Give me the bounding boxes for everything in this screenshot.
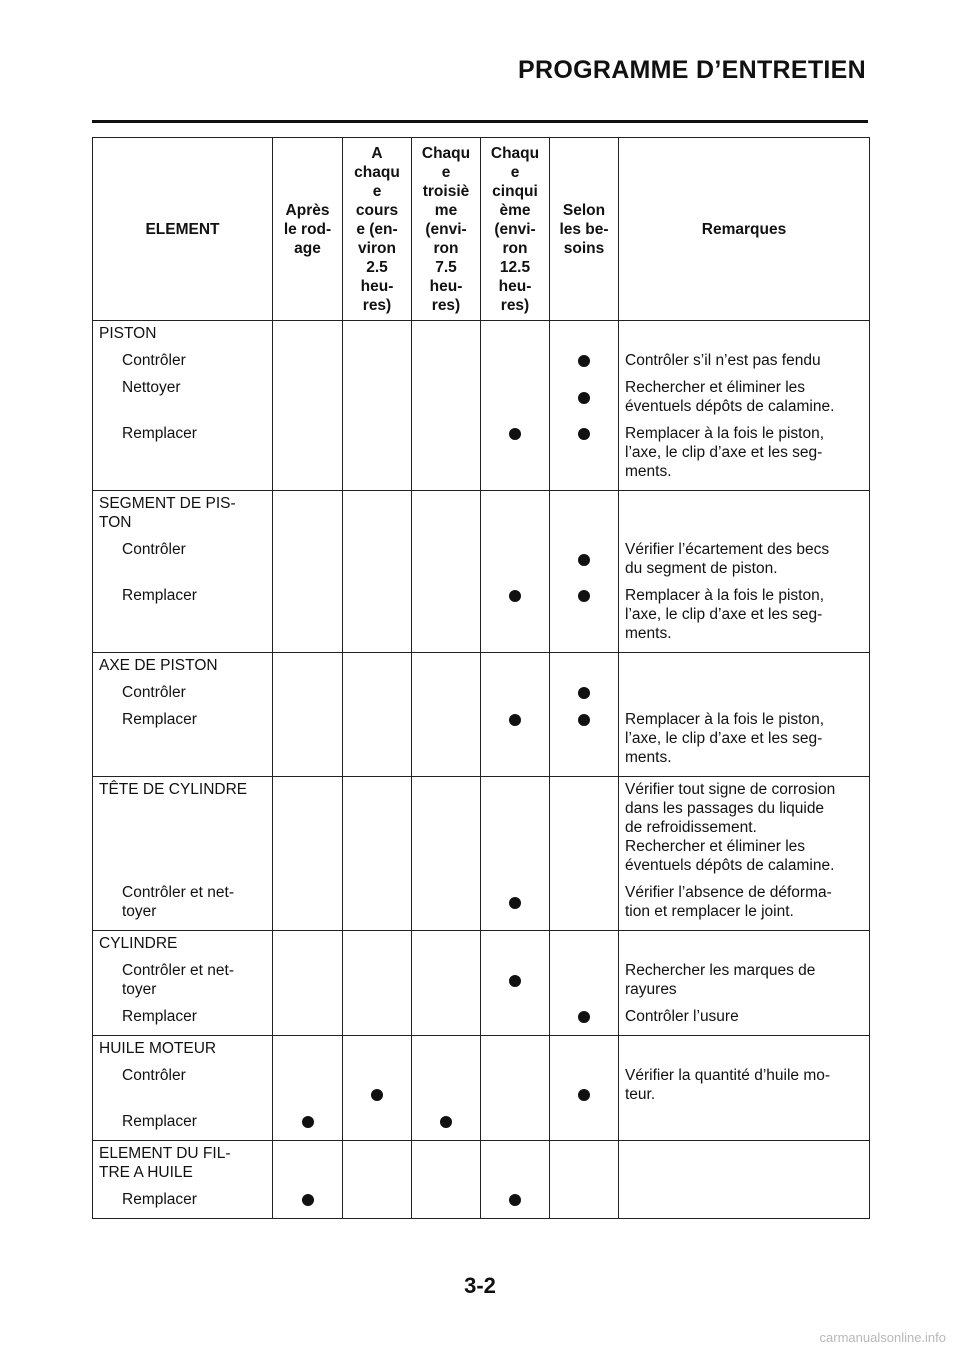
remarks-cell [619, 1036, 870, 1141]
group-title [93, 799, 272, 818]
remarks-cell [619, 931, 870, 1036]
header-after-break-in: Après le rod- age [273, 138, 343, 321]
interval-cell [550, 653, 619, 777]
interval-cell [412, 777, 481, 931]
interval-cell [550, 1036, 619, 1141]
remarks-cell [619, 491, 870, 653]
item-label: Remplacer [122, 1113, 197, 1130]
interval-cell [343, 653, 412, 777]
remark-line: Remplacer à la fois le piston, [625, 587, 825, 604]
remark-line: Vérifier la quantité d’huile mo- [625, 1067, 831, 1084]
remark-line: Vérifier l’absence de déforma- [625, 884, 832, 901]
interval-cell [412, 1036, 481, 1141]
interval-cell [412, 1141, 481, 1219]
remark-line: de refroidissement. [625, 819, 757, 836]
interval-dot [440, 1116, 452, 1128]
remark-line: teur. [625, 1086, 656, 1103]
remark-line: l’axe, le clip d’axe et les seg- [625, 606, 823, 623]
item-label: Remplacer [122, 1191, 197, 1208]
item-remark [619, 540, 869, 578]
interval-dot [578, 687, 590, 699]
interval-cell [343, 491, 412, 653]
interval-dot [578, 590, 590, 602]
page-number: 3-2 [464, 1273, 496, 1298]
interval-cell [343, 1036, 412, 1141]
remark-line: éventuels dépôts de calamine. [625, 857, 835, 874]
maintenance-schedule-table [92, 137, 870, 1219]
table-row [93, 1036, 870, 1141]
remark-line: Rechercher et éliminer les [625, 838, 806, 855]
interval-cell [412, 491, 481, 653]
interval-dot [509, 1194, 521, 1206]
interval-cell [343, 931, 412, 1036]
interval-cell [412, 653, 481, 777]
group-title: ELEMENT DU FIL- [99, 1145, 231, 1162]
interval-dot [578, 392, 590, 404]
interval-cell [273, 321, 343, 491]
item-remark [619, 1007, 869, 1026]
interval-cell [481, 931, 550, 1036]
header-every-fifth: Chaqu e cinqui ème (envi- ron 12.5 heu- res) [481, 138, 550, 321]
remark-line: Contrôler l’usure [625, 1008, 739, 1025]
item-remark [619, 683, 869, 702]
interval-dot [509, 897, 521, 909]
table-row [93, 777, 870, 931]
remark-line: du segment de piston. [625, 560, 778, 577]
item-label: Contrôler [122, 1067, 186, 1084]
interval-cell [343, 1141, 412, 1219]
group-title: PISTON [99, 325, 157, 342]
remark-line: éventuels dépôts de calamine. [625, 398, 835, 415]
item-label: Contrôler [122, 684, 186, 701]
item-label: Contrôler et net- toyer [122, 962, 234, 998]
interval-cell [412, 321, 481, 491]
remark-line: Contrôler s’il n’est pas fendu [625, 352, 821, 369]
interval-dot [509, 975, 521, 987]
element-cell [93, 491, 273, 653]
interval-cell [481, 321, 550, 491]
interval-cell [550, 777, 619, 931]
header-remarks: Remarques [619, 138, 870, 321]
group-title: HUILE MOTEUR [99, 1040, 217, 1057]
interval-cell [550, 931, 619, 1036]
interval-cell [550, 321, 619, 491]
remark-line: dans les passages du liquide [625, 800, 825, 817]
group-title: SEGMENT DE PIS- [99, 495, 236, 512]
item-remark [619, 710, 869, 767]
interval-cell [273, 1141, 343, 1219]
remark-line: Rechercher les marques de [625, 962, 816, 979]
interval-dot [371, 1089, 383, 1101]
group-title: TRE A HUILE [99, 1164, 193, 1181]
element-cell [93, 1141, 273, 1219]
remark-line: ments. [625, 749, 672, 766]
group-title [93, 818, 272, 837]
group-title [93, 856, 272, 875]
group-title: TÊTE DE CYLINDRE [99, 781, 248, 798]
item-label: Remplacer [122, 587, 197, 604]
remark-line: Vérifier tout signe de corrosion [625, 781, 836, 798]
table-row [93, 653, 870, 777]
item-remark [619, 883, 869, 921]
interval-cell [273, 777, 343, 931]
interval-cell [481, 653, 550, 777]
interval-dot [302, 1194, 314, 1206]
group-title: TON [99, 514, 132, 531]
remark-line: l’axe, le clip d’axe et les seg- [625, 730, 823, 747]
interval-dot [509, 428, 521, 440]
interval-dot [302, 1116, 314, 1128]
element-cell [93, 653, 273, 777]
remarks-cell [619, 653, 870, 777]
remark-line: l’axe, le clip d’axe et les seg- [625, 444, 823, 461]
item-label: Contrôler et net- toyer [122, 884, 234, 920]
table-row [93, 491, 870, 653]
interval-dot [578, 714, 590, 726]
element-cell [93, 1036, 273, 1141]
group-title: CYLINDRE [99, 935, 178, 952]
item-label: Nettoyer [122, 379, 181, 396]
interval-dot [509, 590, 521, 602]
interval-cell [550, 1141, 619, 1219]
interval-dot [578, 1011, 590, 1023]
remarks-cell [619, 321, 870, 491]
item-label: Remplacer [122, 425, 197, 442]
schedule-body [93, 321, 870, 1219]
remark-line: rayures [625, 981, 677, 998]
interval-dot [578, 1089, 590, 1101]
remark-line: Remplacer à la fois le piston, [625, 711, 825, 728]
header-each-race: A chaqu e cours e (en- viron 2.5 heu- res) [343, 138, 412, 321]
interval-dot [578, 355, 590, 367]
item-label: Contrôler [122, 541, 186, 558]
item-remark [619, 1190, 869, 1209]
remark-line: tion et remplacer le joint. [625, 903, 794, 920]
interval-cell [481, 491, 550, 653]
interval-cell [273, 931, 343, 1036]
element-cell [93, 777, 273, 931]
item-remark [619, 1066, 869, 1104]
item-remark [619, 1112, 869, 1131]
page-title: PROGRAMME D’ENTRETIEN [518, 56, 866, 84]
group-title: AXE DE PISTON [99, 657, 218, 674]
interval-cell [273, 1036, 343, 1141]
header-as-required: Selon les be- soins [550, 138, 619, 321]
header-row [93, 138, 870, 321]
remarks-cell [619, 777, 870, 931]
item-remark [619, 351, 869, 370]
interval-dot [509, 714, 521, 726]
interval-dot [578, 428, 590, 440]
remark-line: Vérifier l’écartement des becs [625, 541, 830, 558]
interval-cell [481, 1141, 550, 1219]
item-remark [619, 424, 869, 481]
interval-cell [412, 931, 481, 1036]
header-element: ELEMENT [93, 138, 273, 321]
interval-dot [578, 554, 590, 566]
interval-cell [343, 777, 412, 931]
interval-cell [481, 777, 550, 931]
table-row [93, 1141, 870, 1219]
group-title [93, 837, 272, 856]
interval-cell [273, 653, 343, 777]
remark-line: Remplacer à la fois le piston, [625, 425, 825, 442]
item-label: Remplacer [122, 711, 197, 728]
remark-line: ments. [625, 463, 672, 480]
item-remark [619, 961, 869, 999]
title-rule [92, 120, 868, 123]
interval-cell [550, 491, 619, 653]
watermark: carmanualsonline.info [819, 1330, 946, 1345]
item-remark [619, 378, 869, 416]
item-remark [619, 586, 869, 643]
element-cell [93, 321, 273, 491]
remark-line: Rechercher et éliminer les [625, 379, 806, 396]
interval-cell [273, 491, 343, 653]
item-label: Remplacer [122, 1008, 197, 1025]
table-row [93, 321, 870, 491]
item-label: Contrôler [122, 352, 186, 369]
element-cell [93, 931, 273, 1036]
header-every-third: Chaqu e troisiè me (envi- ron 7.5 heu- res) [412, 138, 481, 321]
remark-line: ments. [625, 625, 672, 642]
interval-cell [481, 1036, 550, 1141]
remarks-cell [619, 1141, 870, 1219]
table-row [93, 931, 870, 1036]
interval-cell [343, 321, 412, 491]
